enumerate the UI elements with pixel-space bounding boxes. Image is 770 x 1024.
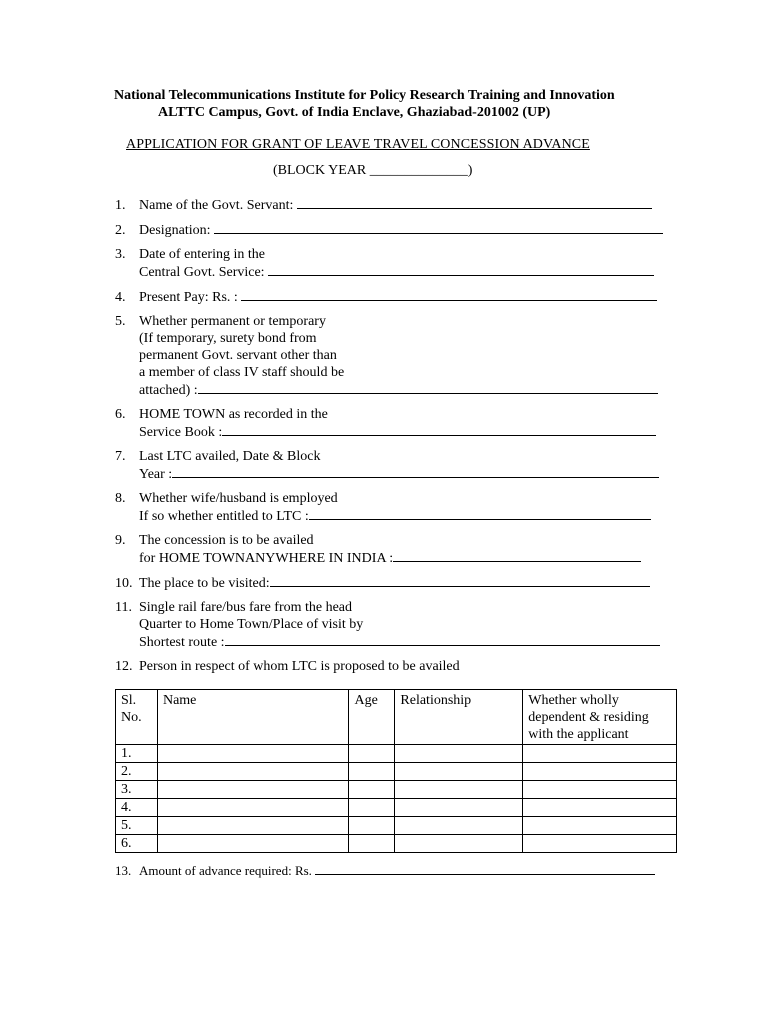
age-cell[interactable] [349,745,395,763]
item-number: 6. [115,407,126,422]
table-row [116,745,677,763]
item-label: Designation: [139,223,215,238]
item-label: Service Book : [139,425,223,440]
item-label: HOME TOWN as recorded in the [139,407,328,422]
place-to-visit-field[interactable] [270,574,650,587]
home-town-field[interactable] [222,423,656,436]
table-header-row [116,690,677,745]
item-number: 12. [115,659,133,674]
table-row [116,817,677,835]
block-year-field[interactable]: (BLOCK YEAR ______________) [273,163,473,178]
name-cell[interactable] [157,781,349,799]
item-number: 13. [115,863,132,878]
age-cell[interactable] [349,817,395,835]
item-3 [115,246,654,281]
item-label: Whether permanent or temporary [139,314,326,329]
row-number: 1. [116,745,158,763]
item-label: Central Govt. Service: [139,265,269,280]
item-label: Date of entering in the [139,247,265,262]
row-number: 3. [116,781,158,799]
present-pay-field[interactable] [241,288,657,301]
date-of-entering-field[interactable] [268,263,654,276]
item-12 [115,658,460,675]
item-10 [115,574,650,592]
spouse-employed-field[interactable] [309,507,651,520]
item-13 [115,862,655,879]
rail-fare-field[interactable] [225,633,660,646]
name-cell[interactable] [157,817,349,835]
item-number: 10. [115,576,133,591]
item-number: 8. [115,491,126,506]
item-number: 3. [115,247,126,262]
persons-table [115,689,677,853]
table-row [116,799,677,817]
age-cell[interactable] [349,763,395,781]
table-row [116,781,677,799]
table-row [116,763,677,781]
item-number: 9. [115,533,126,548]
relationship-cell[interactable] [395,835,523,853]
item-number: 1. [115,198,126,213]
item-number: 11. [115,600,132,615]
age-cell[interactable] [349,781,395,799]
last-ltc-field[interactable] [172,465,659,478]
item-5 [115,313,658,399]
item-7 [115,448,659,483]
item-number: 5. [115,314,126,329]
relationship-cell[interactable] [395,817,523,835]
relationship-cell[interactable] [395,799,523,817]
name-cell[interactable] [157,763,349,781]
item-label: Shortest route : [139,635,225,650]
item-number: 2. [115,223,126,238]
col-header-age: Age [349,690,395,745]
dependent-cell[interactable] [523,781,677,799]
relationship-cell[interactable] [395,763,523,781]
item-label: The place to be visited: [139,576,270,591]
name-cell[interactable] [157,799,349,817]
col-header-name: Name [157,690,349,745]
relationship-cell[interactable] [395,745,523,763]
dependent-cell[interactable] [523,817,677,835]
item-6 [115,406,656,441]
advance-amount-field[interactable] [315,862,655,875]
item-label: Year : [139,467,173,482]
age-cell[interactable] [349,799,395,817]
item-label: Whether wife/husband is employed [139,491,338,506]
dependent-cell[interactable] [523,799,677,817]
item-2 [115,221,663,239]
item-label: Present Pay: Rs. : [139,290,242,305]
item-9 [115,532,641,567]
item-number: 4. [115,290,126,305]
item-label: Last LTC availed, Date & Block [139,449,321,464]
item-label: Name of the Govt. Servant: [139,198,297,213]
institute-name: National Telecommunications Institute for Policy Research Training and Innovation [114,88,615,103]
relationship-cell[interactable] [395,781,523,799]
item-label: Amount of advance required: Rs. [139,863,316,878]
item-label: permanent Govt. servant other than [139,348,337,363]
item-label: Quarter to Home Town/Place of visit by [139,617,364,632]
table-row [116,835,677,853]
item-8 [115,490,651,525]
col-header-dependent: Whether wholly dependent & residing with the applicant [523,690,677,745]
item-label: attached) : [139,383,198,398]
age-cell[interactable] [349,835,395,853]
item-1 [115,196,652,214]
name-cell[interactable] [157,745,349,763]
item-label: (If temporary, surety bond from [139,331,317,346]
item-label: for HOME TOWNANYWHERE IN INDIA : [139,551,394,566]
name-cell[interactable] [157,835,349,853]
dependent-cell[interactable] [523,835,677,853]
row-number: 4. [116,799,158,817]
item-4 [115,288,657,306]
row-number: 5. [116,817,158,835]
form-title: APPLICATION FOR GRANT OF LEAVE TRAVEL CONCESSION ADVANCE [126,137,590,152]
row-number: 6. [116,835,158,853]
designation-field[interactable] [214,221,663,234]
item-label: a member of class IV staff should be [139,365,345,380]
dependent-cell[interactable] [523,745,677,763]
item-label: If so whether entitled to LTC : [139,509,309,524]
item-number: 7. [115,449,126,464]
col-header-relationship: Relationship [395,690,523,745]
concession-field[interactable] [393,549,641,562]
row-number: 2. [116,763,158,781]
item-label: Single rail fare/bus fare from the head [139,600,353,615]
item-label: The concession is to be availed [139,533,314,548]
col-header-sl-no: Sl. No. [116,690,158,745]
dependent-cell[interactable] [523,763,677,781]
permanent-temporary-field[interactable] [198,381,658,394]
name-field[interactable] [297,196,652,209]
institute-address: ALTTC Campus, Govt. of India Enclave, Ghaziabad-201002 (UP) [158,105,551,120]
item-11 [115,599,660,651]
item-label: Person in respect of whom LTC is proposed to be availed [139,659,460,674]
